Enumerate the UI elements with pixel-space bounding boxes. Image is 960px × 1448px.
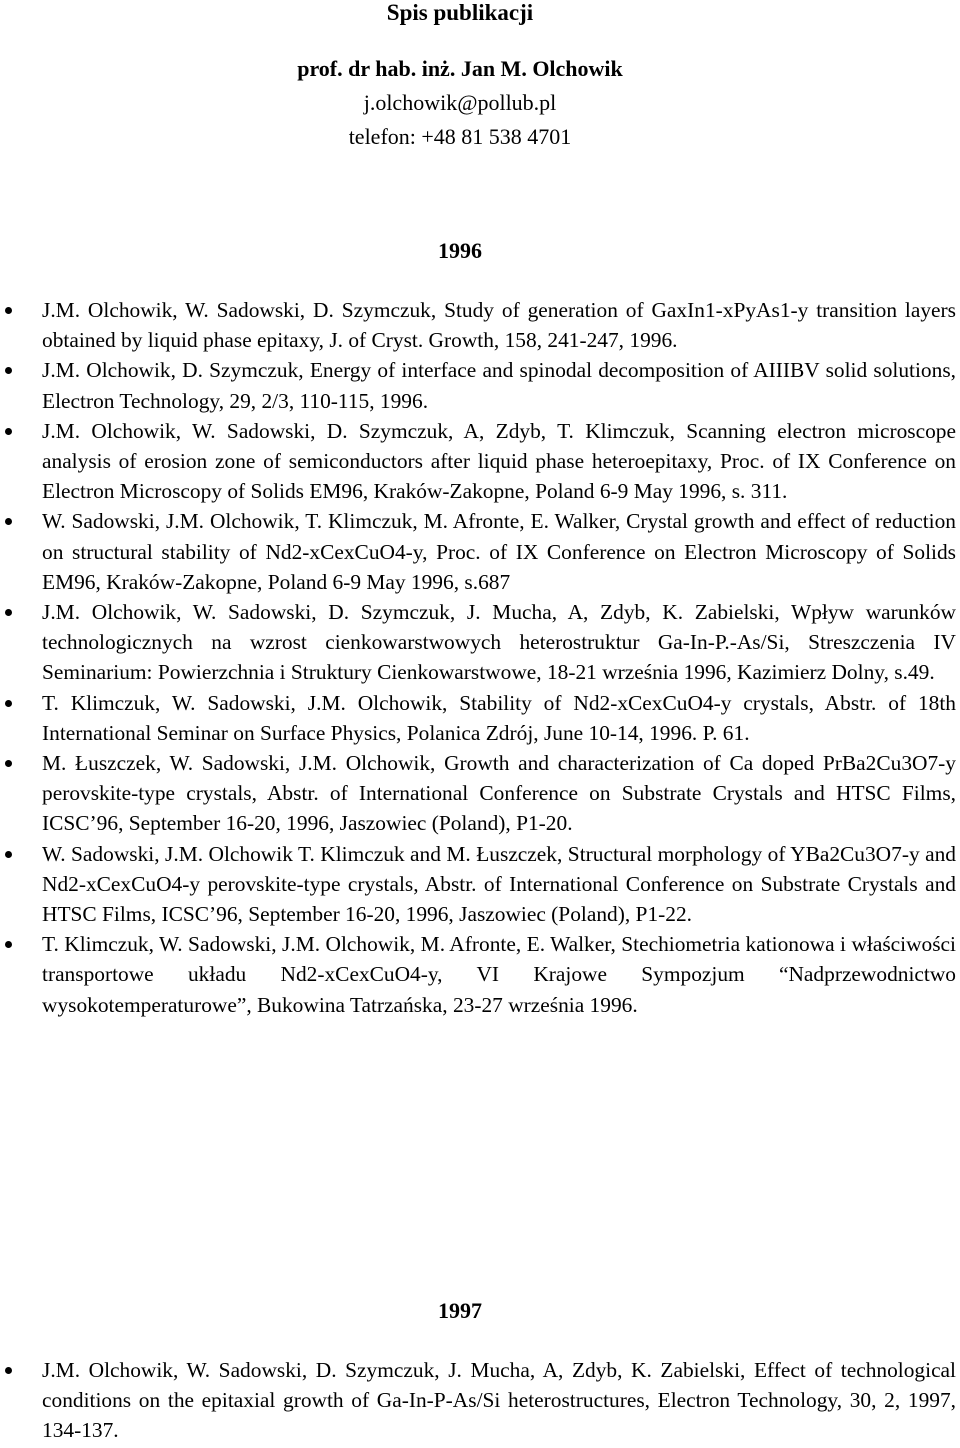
author-email: j.olchowik@pollub.pl [363,90,557,115]
publication-text: M. Łuszczek, W. Sadowski, J.M. Olchowik, Growth and characterization of Ca doped PrBa2Cu3O7-y perovskite-type crystals, Abstr. of International Conference on Substrate Crystals and HTSC Films, ICSC’96, September 16-20, 1996, Jaszowiec (Poland), P1-20. [42,751,956,836]
bullet-icon [5,609,12,616]
publication-list-1996 [42,295,956,1020]
bullet-icon [5,428,12,435]
publication-text: J.M. Olchowik, W. Sadowski, D. Szymczuk, A, Zdyb, T. Klimczuk, Scanning electron microscope analysis of erosion zone of semiconductors after liquid phase heteroepitaxy, Proc. of IX Conference on Electron Microscopy of Solids EM96, Kraków-Zakopne, Poland 6-9 May 1996, s. 311. [42,418,956,504]
publication-text: T. Klimczuk, W. Sadowski, J.M. Olchowik, Stability of Nd2-xCexCuO4-y crystals, Abstr. of 18th International Seminar on Surface Physics, Polanica Zdrój, June 10-14, 1996. P. 61. [42,690,956,745]
year-heading-1996: 1996 [438,238,482,263]
publication-list-1997 [42,1355,956,1446]
year-heading-1997: 1997 [438,1298,482,1323]
bullet-icon [5,851,12,858]
publication-text: W. Sadowski, J.M. Olchowik, T. Klimczuk, M. Afronte, E. Walker, Crystal growth and effect of reduction on structural stability of Nd2-xCexCuO4-y, Proc. of IX Conference on Electron Microscopy of Solids EM96, Kraków-Zakopne, Poland 6-9 May 1996, s.687 [42,509,956,594]
author-name: prof. dr hab. inż. Jan M. Olchowik [297,56,623,81]
publication-item [42,748,956,839]
publication-item [42,688,956,748]
publication-text: J.M. Olchowik, W. Sadowski, D. Szymczuk, J. Mucha, A, Zdyb, K. Zabielski, Wpływ warunków technologicznych na wzrost cienkowarstwowych heterostruktur Ga-In-P.-As/Si, Streszczenia IV Seminarium: Powierzchnia i Struktury Cienkowarstwowe, 18-21 września 1996, Kazimierz Dolny, s.49. [42,600,956,685]
publication-text: T. Klimczuk, W. Sadowski, J.M. Olchowik, M. Afronte, E. Walker, Stechiometria kationowa i właściwości transportowe układu Nd2-xCexCuO4-y, VI Krajowe Sympozjum “Nadprzewodnictwo wysokotemperaturowe”, Bukowina Tatrzańska, 23-27 września 1996. [42,932,956,1017]
publication-item [42,295,956,355]
publication-text: J.M. Olchowik, W. Sadowski, D. Szymczuk, Study of generation of GaxIn1-xPyAs1-y transition layers obtained by liquid phase epitaxy, J. of Cryst. Growth, 158, 241-247, 1996. [42,298,956,353]
bullet-icon [5,700,12,707]
publication-item [42,597,956,688]
bullet-icon [5,1367,12,1374]
bullet-icon [5,307,12,314]
publication-item [42,929,956,1020]
bullet-icon [5,941,12,948]
document-title: Spis publikacji [386,0,534,25]
publication-item [42,416,956,507]
publication-text: W. Sadowski, J.M. Olchowik T. Klimczuk and M. Łuszczek, Structural morphology of YBa2Cu3O7-y and Nd2-xCexCuO4-y perovskite-type crystals, Abstr. of International Conference on Substrate Crystals and HTSC Films, ICSC’96, September 16-20, 1996, Jaszowiec (Poland), P1-22. [42,841,956,927]
author-phone: telefon: +48 81 538 4701 [348,124,572,149]
publication-item [42,355,956,415]
publication-item [42,1355,956,1446]
bullet-icon [5,760,12,767]
bullet-icon [5,367,12,374]
publication-text: J.M. Olchowik, W. Sadowski, D. Szymczuk, J. Mucha, A, Zdyb, K. Zabielski, Effect of technological conditions on the epitaxial growth of Ga-In-P-As/Si heterostructures, Electron Technology, 30, 2, 1997, 134-137. [42,1358,956,1443]
publication-item [42,506,956,597]
bullet-icon [5,518,12,525]
publication-item [42,839,956,930]
publication-text: J.M. Olchowik, D. Szymczuk, Energy of interface and spinodal decomposition of AIIIBV solid solutions, Electron Technology, 29, 2/3, 110-115, 1996. [42,358,956,413]
